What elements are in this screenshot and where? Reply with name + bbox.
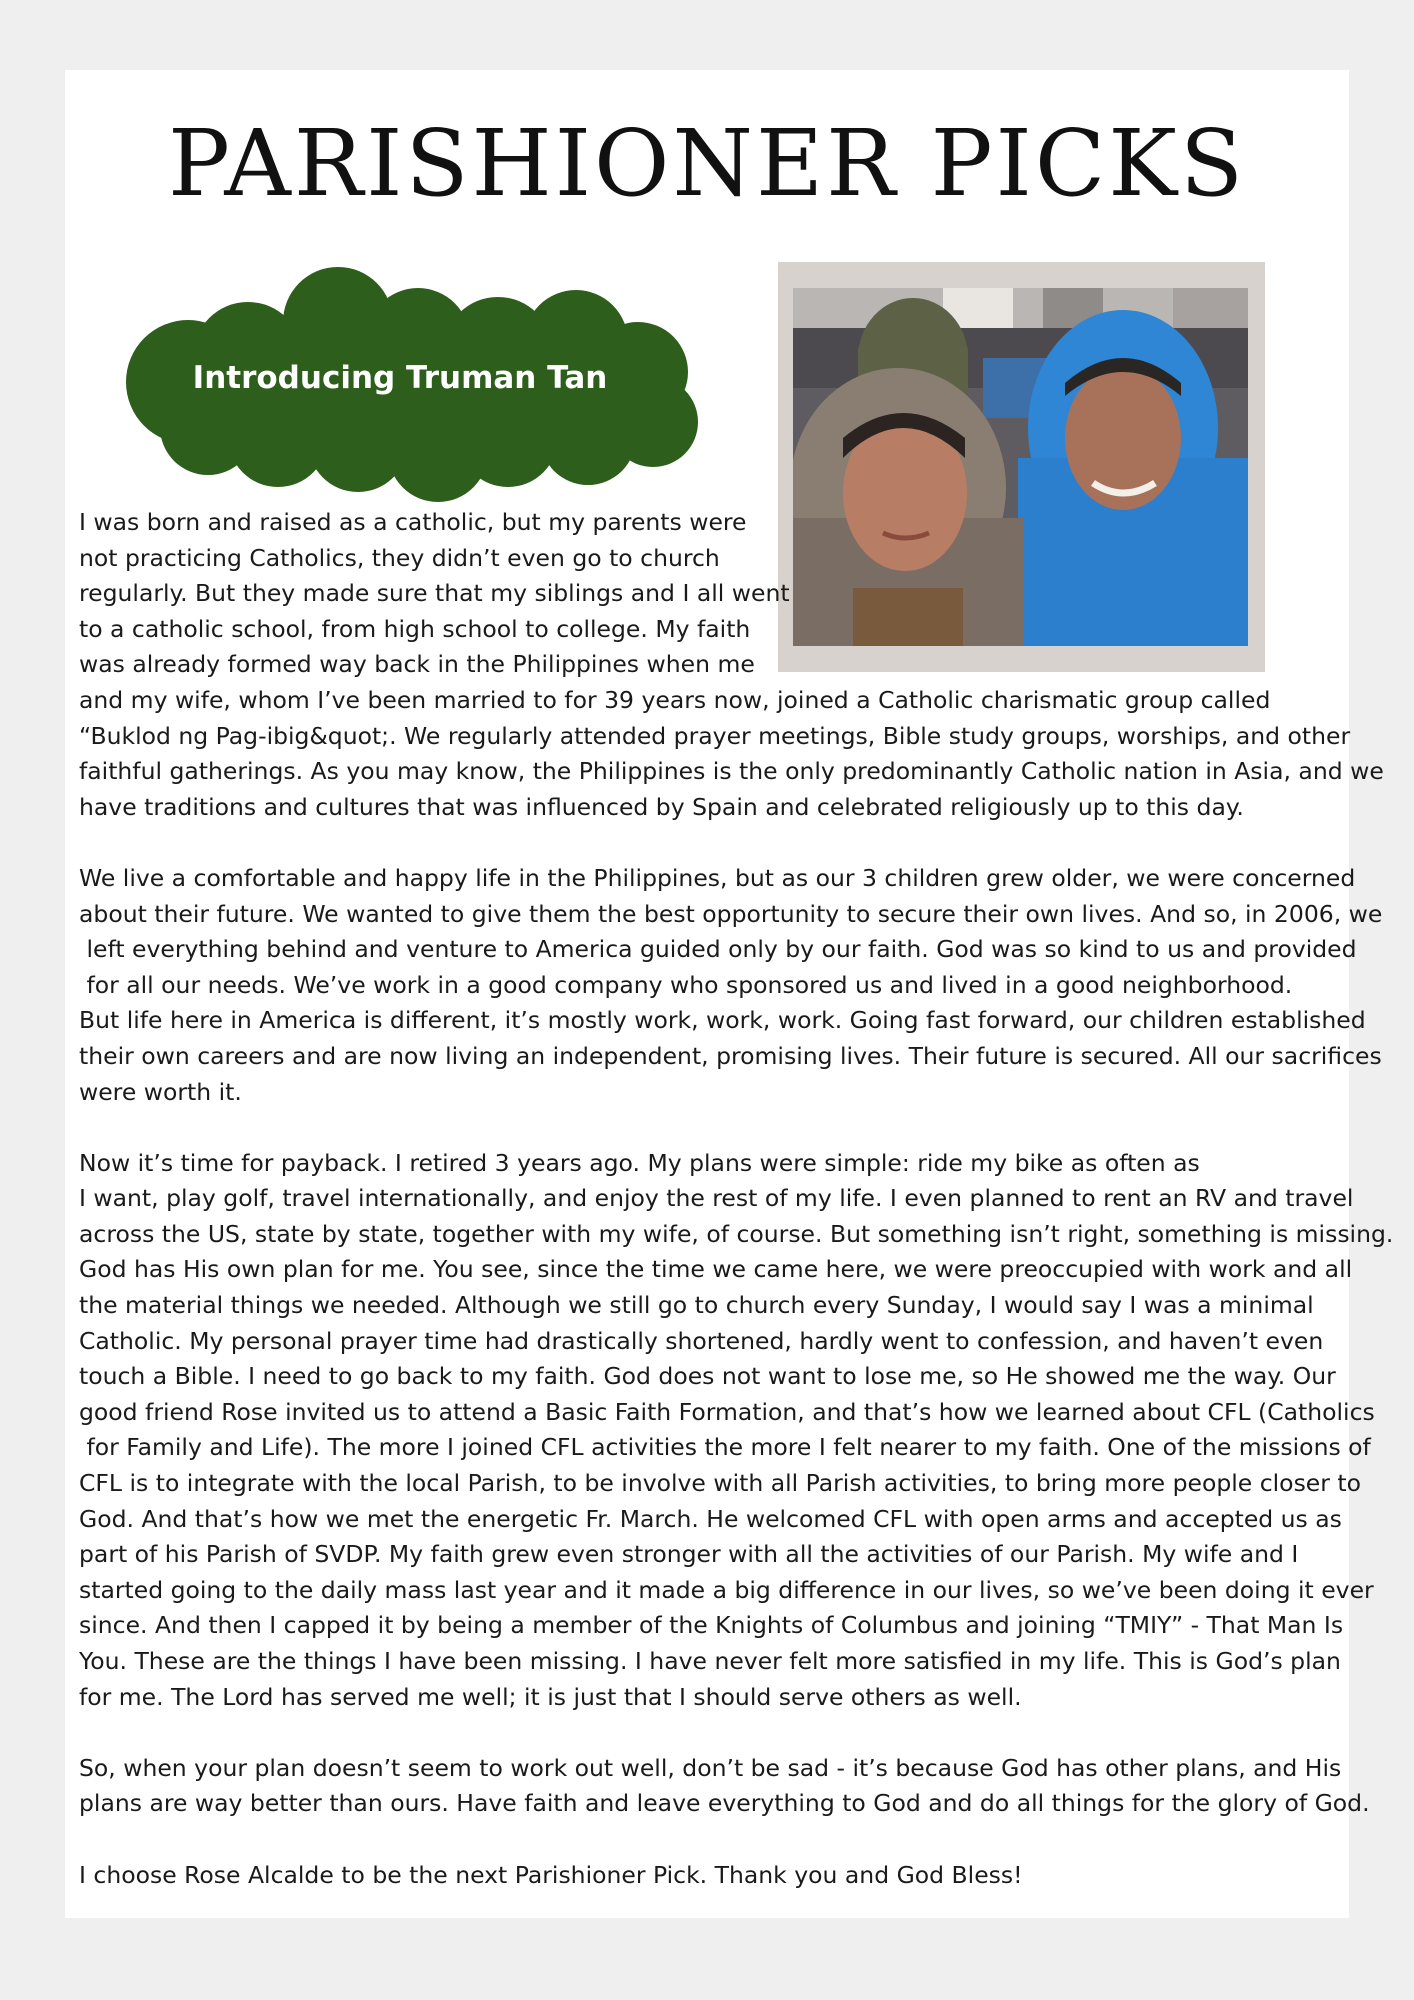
text-line: God. And that’s how we met the energetic Fr. March. He welcomed CFL with open arms and accepted us as bbox=[79, 1504, 1342, 1533]
text-line: not practicing Catholics, they didn’t even go to church bbox=[79, 543, 720, 572]
text-line: part of his Parish of SVDP. My faith grew even stronger with all the activities of our Parish. My wife and I bbox=[79, 1540, 1299, 1569]
text-line: But life here in America is different, it’s mostly work, work, work. Going fast forward, our children established bbox=[79, 1006, 1366, 1035]
text-line: “Buklod ng Pag-ibig&quot;. We regularly attended prayer meetings, Bible study groups, worships, and other bbox=[79, 721, 1351, 750]
text-line: was already formed way back in the Philippines when me bbox=[79, 650, 755, 679]
paragraph bbox=[79, 861, 1383, 1110]
paragraph bbox=[79, 1751, 1370, 1822]
text-line: have traditions and cultures that was influenced by Spain and celebrated religiously up to this day. bbox=[79, 792, 1244, 821]
paragraph bbox=[79, 1858, 1319, 1894]
text-line: since. And then I capped it by being a member of the Knights of Columbus and joining “TMIY” - That Man Is bbox=[79, 1611, 1344, 1640]
text-line: CFL is to integrate with the local Parish, to be involve with all Parish activities, to bring more people closer to bbox=[79, 1469, 1361, 1498]
text-line: and my wife, whom I’ve been married to for 39 years now, joined a Catholic charismatic group called bbox=[79, 685, 1271, 714]
text-line: good friend Rose invited us to attend a Basic Faith Formation, and that’s how we learned about CFL (Catholics bbox=[79, 1397, 1375, 1426]
text-line: started going to the daily mass last year and it made a big difference in our lives, so we’ve been doing it ever bbox=[79, 1575, 1374, 1604]
text-line: touch a Bible. I need to go back to my faith. God does not want to lose me, so He showed me the way. Our bbox=[79, 1362, 1336, 1391]
text-line: for Family and Life). The more I joined CFL activities the more I felt nearer to my faith. One of the missions of bbox=[79, 1433, 1371, 1462]
text-line: their own careers and are now living an independent, promising lives. Their future is secured. All our sacrifices bbox=[79, 1041, 1382, 1070]
text-line: Now it’s time for payback. I retired 3 years ago. My plans were simple: ride my bike as often as bbox=[79, 1148, 1200, 1177]
text-line: So, when your plan doesn’t seem to work out well, don’t be sad - it’s because God has other plans, and His bbox=[79, 1753, 1342, 1782]
banner-title: Introducing Truman Tan bbox=[192, 360, 608, 396]
text-line: faithful gatherings. As you may know, the Philippines is the only predominantly Catholic nation in Asia, and we bbox=[79, 757, 1384, 786]
text-line: We live a comfortable and happy life in the Philippines, but as our 3 children grew older, we were concerned bbox=[79, 863, 1356, 892]
text-line: You. These are the things I have been missing. I have never felt more satisfied in my life. This is God’s plan bbox=[79, 1647, 1341, 1675]
text-line: across the US, state by state, together with my wife, of course. But something isn’t right, something is missing. bbox=[79, 1219, 1394, 1248]
text-line: I choose Rose Alcalde to be the next Parishioner Pick. Thank you and God Bless! bbox=[79, 1860, 1023, 1889]
article-body bbox=[79, 505, 1394, 1893]
text-line: the material things we needed. Although we still go to church every Sunday, I would say I was a minimal bbox=[79, 1291, 1314, 1320]
text-line: regularly. But they made sure that my siblings and I all went bbox=[79, 579, 790, 608]
paragraph bbox=[79, 1146, 1394, 1716]
text-line: for all our needs. We’ve work in a good company who sponsored us and lived in a good neighborhood. bbox=[79, 970, 1293, 999]
paragraph bbox=[79, 505, 1384, 825]
text-line: I was born and raised as a catholic, but my parents were bbox=[79, 508, 747, 536]
text-line: God has His own plan for me. You see, since the time we came here, we were preoccupied with work and all bbox=[79, 1255, 1353, 1284]
text-line: I want, play golf, travel internationally, and enjoy the rest of my life. I even planned to rent an RV and travel bbox=[79, 1184, 1354, 1213]
page-title: PARISHIONER PICKS bbox=[167, 110, 1247, 217]
text-line: for me. The Lord has served me well; it is just that I should serve others as well. bbox=[79, 1682, 1022, 1711]
text-line: left everything behind and venture to America guided only by our faith. God was so kind to us and provided bbox=[79, 935, 1357, 964]
text-line: Catholic. My personal prayer time had drastically shortened, hardly went to confession, and haven’t even bbox=[79, 1326, 1324, 1355]
text-line: were worth it. bbox=[79, 1077, 242, 1106]
text-line: plans are way better than ours. Have faith and leave everything to God and do all things for the glory of God. bbox=[79, 1789, 1370, 1818]
text-line: about their future. We wanted to give them the best opportunity to secure their own lives. And so, in 2006, we bbox=[79, 899, 1383, 928]
text-line: to a catholic school, from high school to college. My faith bbox=[79, 614, 751, 643]
